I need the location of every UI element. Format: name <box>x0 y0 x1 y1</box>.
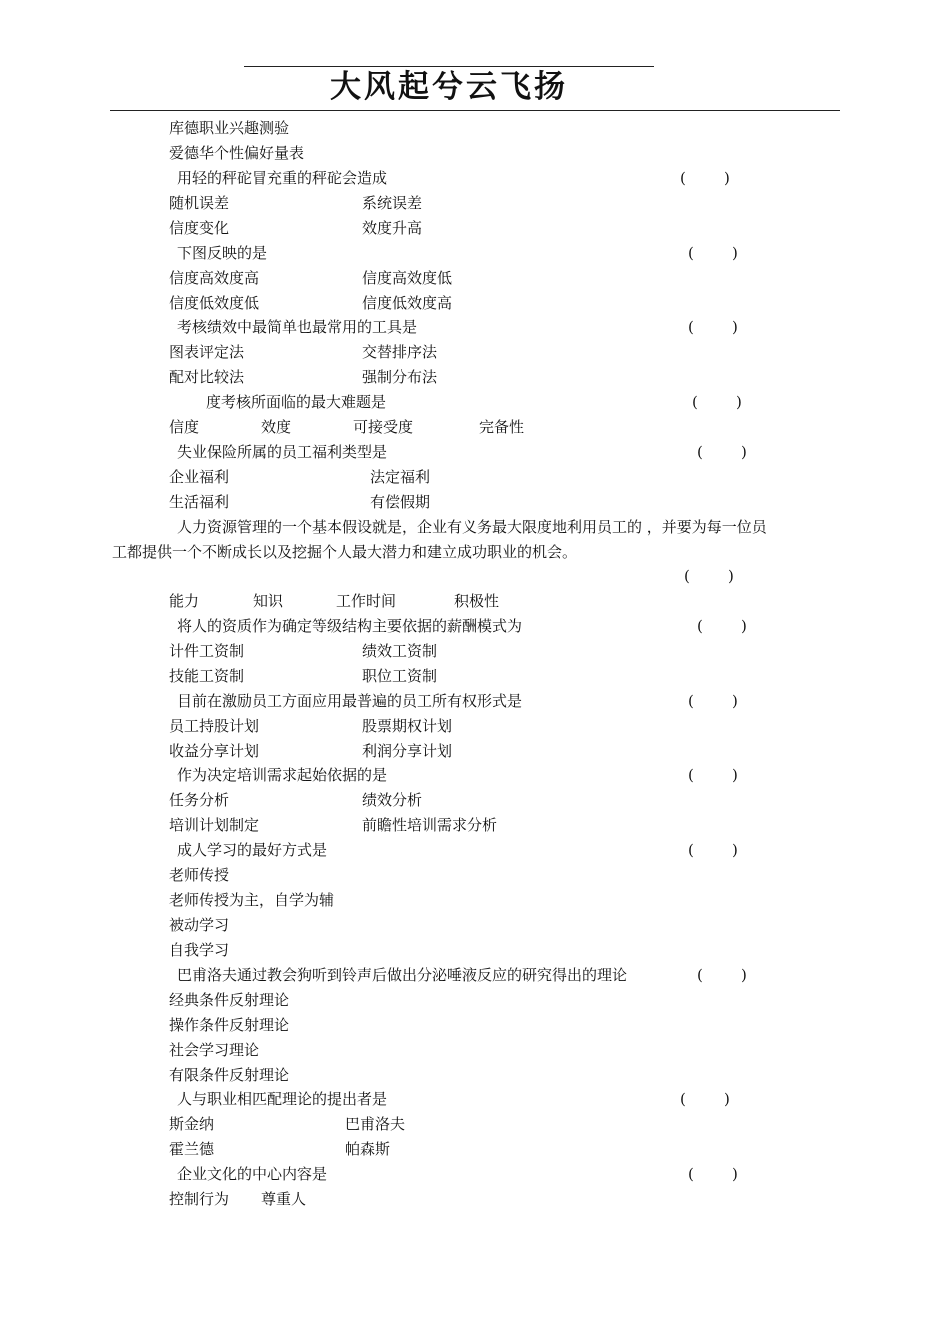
question-paragraph-line-2: 工都提供一个不断成长以及挖掘个人最大潜力和建立成功职业的机会。 <box>112 543 578 561</box>
answer-blank: ( ) <box>688 692 738 710</box>
answer-blank: ( ) <box>697 617 747 635</box>
header-bottom-rule <box>110 110 840 111</box>
question-text: 成人学习的最好方式是 <box>177 841 328 859</box>
option-c: 收益分享计划 <box>169 742 260 760</box>
answer-blank: ( ) <box>697 443 747 461</box>
question-paragraph-line-1: 人力资源管理的一个基本假设就是，企业有义务最大限度地利用员工的 ，并要为每一位员 <box>177 518 767 536</box>
option-d: 信度低效度高 <box>362 294 453 312</box>
option-c: 技能工资制 <box>169 667 245 685</box>
option-c: 可接受度 <box>353 418 414 436</box>
option-d: 自我学习 <box>169 941 230 959</box>
option-a: 企业福利 <box>169 468 230 486</box>
answer-blank: ( ) <box>680 1090 730 1108</box>
answer-blank: ( ) <box>688 841 738 859</box>
question-text: 巴甫洛夫通过教会狗听到铃声后做出分泌唾液反应的研究得出的理论 <box>177 966 628 984</box>
question-text: 作为决定培训需求起始依据的是 <box>177 766 388 784</box>
option-b: 绩效工资制 <box>362 642 438 660</box>
option-d: 职位工资制 <box>362 667 438 685</box>
option-b: 信度高效度低 <box>362 269 453 287</box>
answer-blank: ( ) <box>688 766 738 784</box>
option-b: 交替排序法 <box>362 343 438 361</box>
option-a: 计件工资制 <box>169 642 245 660</box>
question-text: 度考核所面临的最大难题是 <box>206 393 387 411</box>
option-d: 积极性 <box>454 592 500 610</box>
option-a: 随机误差 <box>169 194 230 212</box>
option-a: 斯金纳 <box>169 1115 215 1133</box>
option-text: 爱德华个性偏好量表 <box>169 144 305 162</box>
option-text: 库德职业兴趣测验 <box>169 119 290 137</box>
answer-blank: ( ) <box>697 966 747 984</box>
option-b: 尊重人 <box>261 1190 307 1208</box>
option-d: 有限条件反射理论 <box>169 1066 290 1084</box>
option-d: 强制分布法 <box>362 368 438 386</box>
answer-blank: ( ) <box>692 393 742 411</box>
answer-blank: ( ) <box>684 567 734 585</box>
option-a: 员工持股计划 <box>169 717 260 735</box>
option-a: 信度 <box>169 418 200 436</box>
question-text: 用轻的秤砣冒充重的秤砣会造成 <box>177 169 388 187</box>
option-b: 绩效分析 <box>362 791 423 809</box>
option-d: 前瞻性培训需求分析 <box>362 816 498 834</box>
option-d: 有偿假期 <box>370 493 431 511</box>
page-header-title: 大风起兮云飞扬 <box>330 69 568 105</box>
header-top-rule <box>244 66 654 67</box>
option-d: 利润分享计划 <box>362 742 453 760</box>
option-a: 经典条件反射理论 <box>169 991 290 1009</box>
option-b: 法定福利 <box>370 468 431 486</box>
question-text: 考核绩效中最简单也最常用的工具是 <box>177 318 418 336</box>
question-text: 企业文化的中心内容是 <box>177 1165 328 1183</box>
option-d: 效度升高 <box>362 219 423 237</box>
option-c: 配对比较法 <box>169 368 245 386</box>
option-c: 信度变化 <box>169 219 230 237</box>
option-b: 老师传授为主，自学为辅 <box>169 891 335 909</box>
option-b: 效度 <box>261 418 292 436</box>
option-a: 信度高效度高 <box>169 269 260 287</box>
option-d: 帕森斯 <box>345 1140 391 1158</box>
option-b: 操作条件反射理论 <box>169 1016 290 1034</box>
question-text: 人与职业相匹配理论的提出者是 <box>177 1090 388 1108</box>
option-d: 完备性 <box>479 418 525 436</box>
option-c: 被动学习 <box>169 916 230 934</box>
option-b: 系统误差 <box>362 194 423 212</box>
option-b: 巴甫洛夫 <box>345 1115 406 1133</box>
option-b: 知识 <box>253 592 284 610</box>
option-a: 能力 <box>169 592 200 610</box>
option-c: 培训计划制定 <box>169 816 260 834</box>
option-c: 社会学习理论 <box>169 1041 260 1059</box>
question-text: 将人的资质作为确定等级结构主要依据的薪酬模式为 <box>177 617 523 635</box>
answer-blank: ( ) <box>688 1165 738 1183</box>
question-text: 目前在激励员工方面应用最普遍的员工所有权形式是 <box>177 692 523 710</box>
option-c: 生活福利 <box>169 493 230 511</box>
answer-blank: ( ) <box>688 318 738 336</box>
option-a: 图表评定法 <box>169 343 245 361</box>
answer-blank: ( ) <box>680 169 730 187</box>
answer-blank: ( ) <box>688 244 738 262</box>
question-text: 下图反映的是 <box>177 244 268 262</box>
option-c: 霍兰德 <box>169 1140 215 1158</box>
option-a: 任务分析 <box>169 791 230 809</box>
option-c: 信度低效度低 <box>169 294 260 312</box>
option-b: 股票期权计划 <box>362 717 453 735</box>
option-a: 老师传授 <box>169 866 230 884</box>
option-c: 工作时间 <box>336 592 397 610</box>
question-text: 失业保险所属的员工福利类型是 <box>177 443 388 461</box>
option-a: 控制行为 <box>169 1190 230 1208</box>
